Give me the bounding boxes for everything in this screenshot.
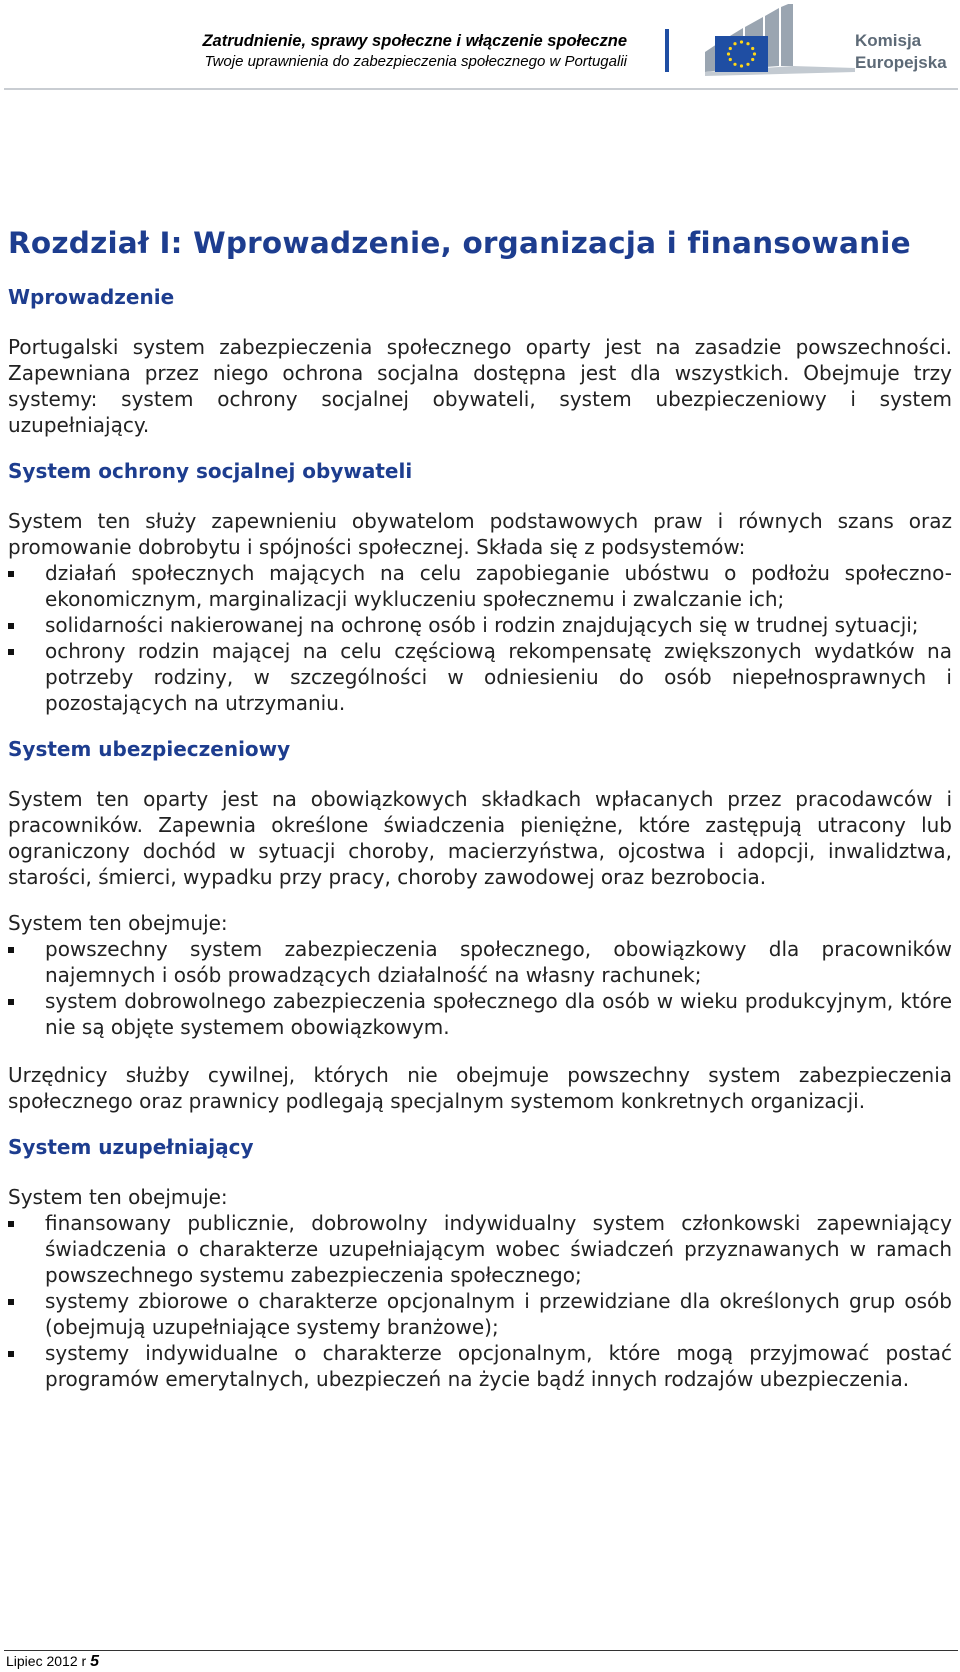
list-item: solidarności nakierowanej na ochronę osób i rodzin znajdujących się w trudnej sytuacji; bbox=[8, 612, 952, 638]
bullet-icon bbox=[8, 1221, 14, 1227]
header-subtitle: Twoje uprawnienia do zabezpieczenia społecznego w Portugalii bbox=[204, 53, 627, 70]
footer-rule bbox=[4, 1650, 958, 1651]
insurance-paragraph: System ten oparty jest na obowiązkowych składkach wpłacanych przez pracodawców i pracowników. Zapewnia określone świadczenia pieniężne, które zastępują utracony lub ograniczony dochód w sytuacji choroby, macierzyństwa, ojcostwa i adopcji, inwalidztwa, starości, śmierci, wypadku przy pracy, choroby zawodowej oraz bezrobocia. bbox=[8, 787, 952, 889]
list-item: finansowany publicznie, dobrowolny indywidualny system członkowski zapewniający świadczenia o charakterze uzupełniającym wobec świadczeń przyznawanych w ramach powszechnego systemu zabezpieczenia społecznego; bbox=[8, 1210, 952, 1288]
logo-wordmark: Komisja Europejska bbox=[855, 31, 947, 72]
document-body bbox=[8, 218, 952, 1392]
page-number: 5 bbox=[90, 1653, 99, 1670]
insurance-note: Urzędnicy służby cywilnej, których nie obejmuje powszechny system zabezpieczenia społecznego oraz prawnicy podlegają specjalnym systemom konkretnych organizacji. bbox=[8, 1063, 952, 1113]
list-item: działań społecznych mających na celu zapobieganie ubóstwu o podłożu społeczno-ekonomicznym, marginalizacji wykluczeniu społecznemu i zwalczanie ich; bbox=[8, 560, 952, 612]
list-item: powszechny system zabezpieczenia społecznego, obowiązkowy dla pracowników najemnych i osób prowadzących działalność na własny rachunek; bbox=[8, 936, 952, 988]
citizens-paragraph: System ten służy zapewnieniu obywatelom podstawowych praw i równych szans oraz promowanie dobrobytu i spójności społecznej. Składa się z podsystemów: bbox=[8, 509, 952, 559]
citizens-list bbox=[8, 560, 952, 716]
insurance-covers-label: System ten obejmuje: bbox=[8, 911, 228, 935]
header-text bbox=[202, 30, 627, 72]
chapter-title: Rozdział I: Wprowadzenie, organizacja i finansowanie bbox=[8, 226, 911, 260]
section-heading-citizens: System ochrony socjalnej obywateli bbox=[8, 459, 413, 483]
bullet-icon bbox=[8, 623, 14, 629]
insurance-list bbox=[8, 936, 952, 1040]
supplementary-list bbox=[8, 1210, 952, 1392]
bullet-icon bbox=[8, 1299, 14, 1305]
list-item: ochrony rodzin mającej na celu częściową rekompensatę zwiększonych wydatków na potrzeby rodziny, w szczególności w odniesieniu do osób niepełnosprawnych i pozostających na utrzymaniu. bbox=[8, 638, 952, 716]
list-item: system dobrowolnego zabezpieczenia społecznego dla osób w wieku produkcyjnym, które nie są objęte systemem obowiązkowym. bbox=[8, 988, 952, 1040]
supplementary-covers-label: System ten obejmuje: bbox=[8, 1185, 228, 1209]
bullet-icon bbox=[8, 947, 14, 953]
header-divider bbox=[665, 29, 669, 72]
section-heading-insurance: System ubezpieczeniowy bbox=[8, 737, 291, 761]
bullet-icon bbox=[8, 571, 14, 577]
section-heading-intro: Wprowadzenie bbox=[8, 285, 175, 309]
header-rule bbox=[4, 88, 958, 90]
header-directorate: Zatrudnienie, sprawy społeczne i włączenie społeczne bbox=[202, 32, 627, 50]
section-heading-supplementary: System uzupełniający bbox=[8, 1135, 254, 1159]
list-item: systemy zbiorowe o charakterze opcjonalnym i przewidziane dla określonych grup osób (obejmują uzupełniające systemy branżowe); bbox=[8, 1288, 952, 1340]
bullet-icon bbox=[8, 649, 14, 655]
bullet-icon bbox=[8, 1351, 14, 1357]
bullet-icon bbox=[8, 999, 14, 1005]
intro-paragraph: Portugalski system zabezpieczenia społecznego oparty jest na zasadzie powszechności. Zapewniana przez niego ochrona socjalna dostępna jest dla wszystkich. Obejmuje trzy systemy: system ochrony socjalnej obywateli, system ubezpieczeniowy i system uzupełniający. bbox=[8, 335, 952, 437]
list-item: systemy indywidualne o charakterze opcjonalnym, które mogą przyjmować postać programów emerytalnych, ubezpieczeń na życie bądź innych rodzajów ubezpieczenia. bbox=[8, 1340, 952, 1392]
footer-date: Lipiec 2012 r bbox=[6, 1653, 87, 1669]
footer bbox=[6, 1652, 99, 1671]
